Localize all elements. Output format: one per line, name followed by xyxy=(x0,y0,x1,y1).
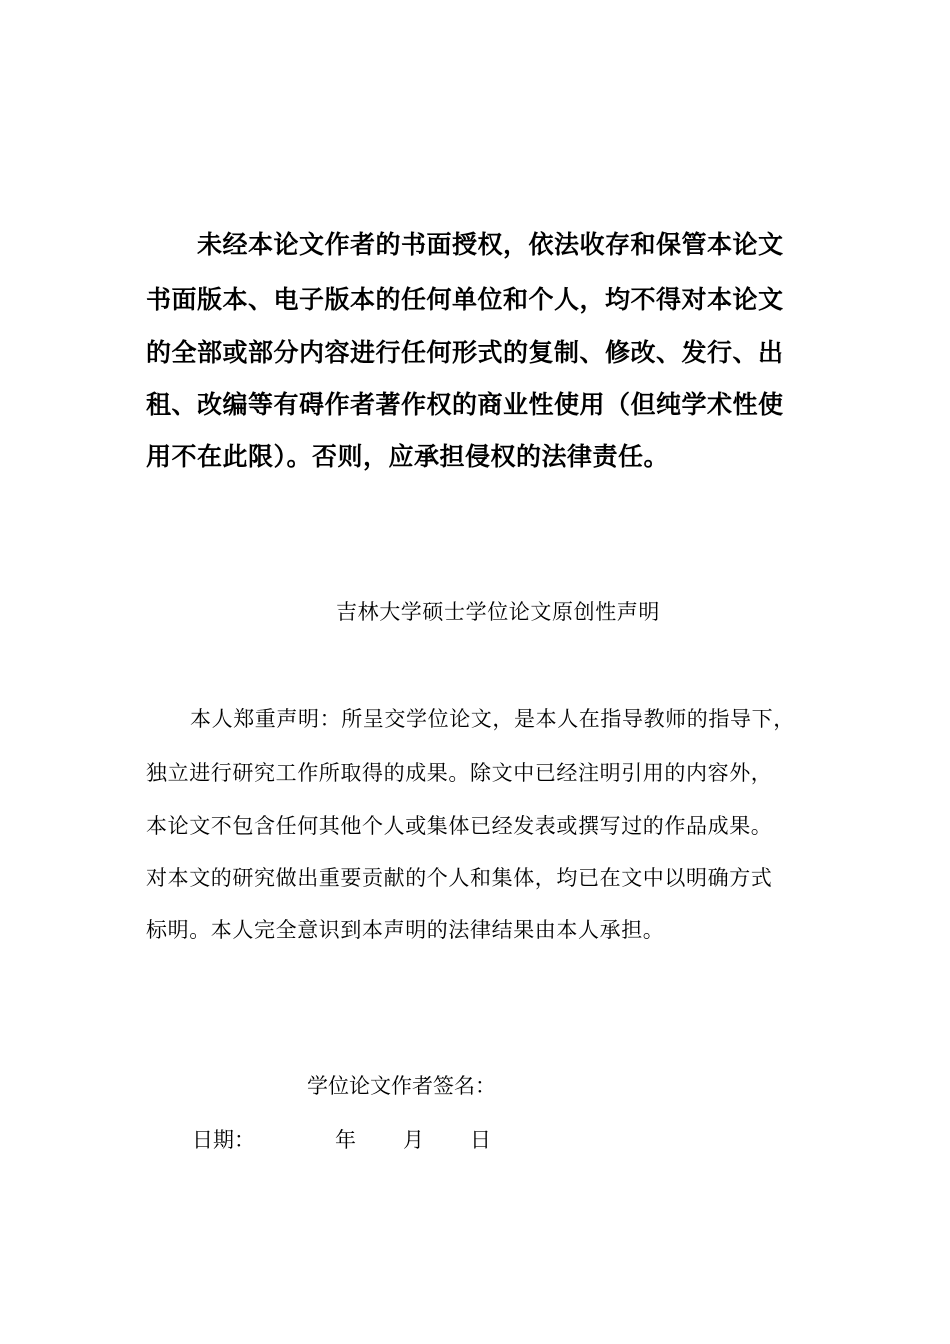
declaration-title: 吉林大学硕士学位论文原创性声明 xyxy=(336,600,660,624)
declaration-line: 本人郑重声明：所呈交学位论文，是本人在指导教师的指导下， xyxy=(190,707,795,731)
notice-line: 用不在此限）。否则，应承担侵权的法律责任。 xyxy=(146,442,670,471)
notice-line: 的全部或部分内容进行任何形式的复制、修改、发行、出 xyxy=(146,338,784,367)
day-label: 日 xyxy=(470,1128,491,1152)
date-label: 日期： xyxy=(192,1128,255,1152)
notice-line: 租、改编等有碍作者著作权的商业性使用（但纯学术性使 xyxy=(146,390,784,419)
year-label: 年 xyxy=(335,1128,356,1152)
month-label: 月 xyxy=(403,1128,424,1152)
author-signature-label: 学位论文作者签名： xyxy=(307,1074,496,1098)
declaration-line: 标明。本人完全意识到本声明的法律结果由本人承担。 xyxy=(146,918,665,942)
notice-line: 书面版本、电子版本的任何单位和个人，均不得对本论文 xyxy=(146,285,784,314)
declaration-line: 独立进行研究工作所取得的成果。除文中已经注明引用的内容外， xyxy=(146,761,773,785)
declaration-line: 本论文不包含任何其他个人或集体已经发表或撰写过的作品成果。 xyxy=(146,814,773,838)
notice-line: 未经本论文作者的书面授权，依法收存和保管本论文 xyxy=(197,230,784,259)
declaration-line: 对本文的研究做出重要贡献的个人和集体，均已在文中以明确方式 xyxy=(146,866,773,890)
